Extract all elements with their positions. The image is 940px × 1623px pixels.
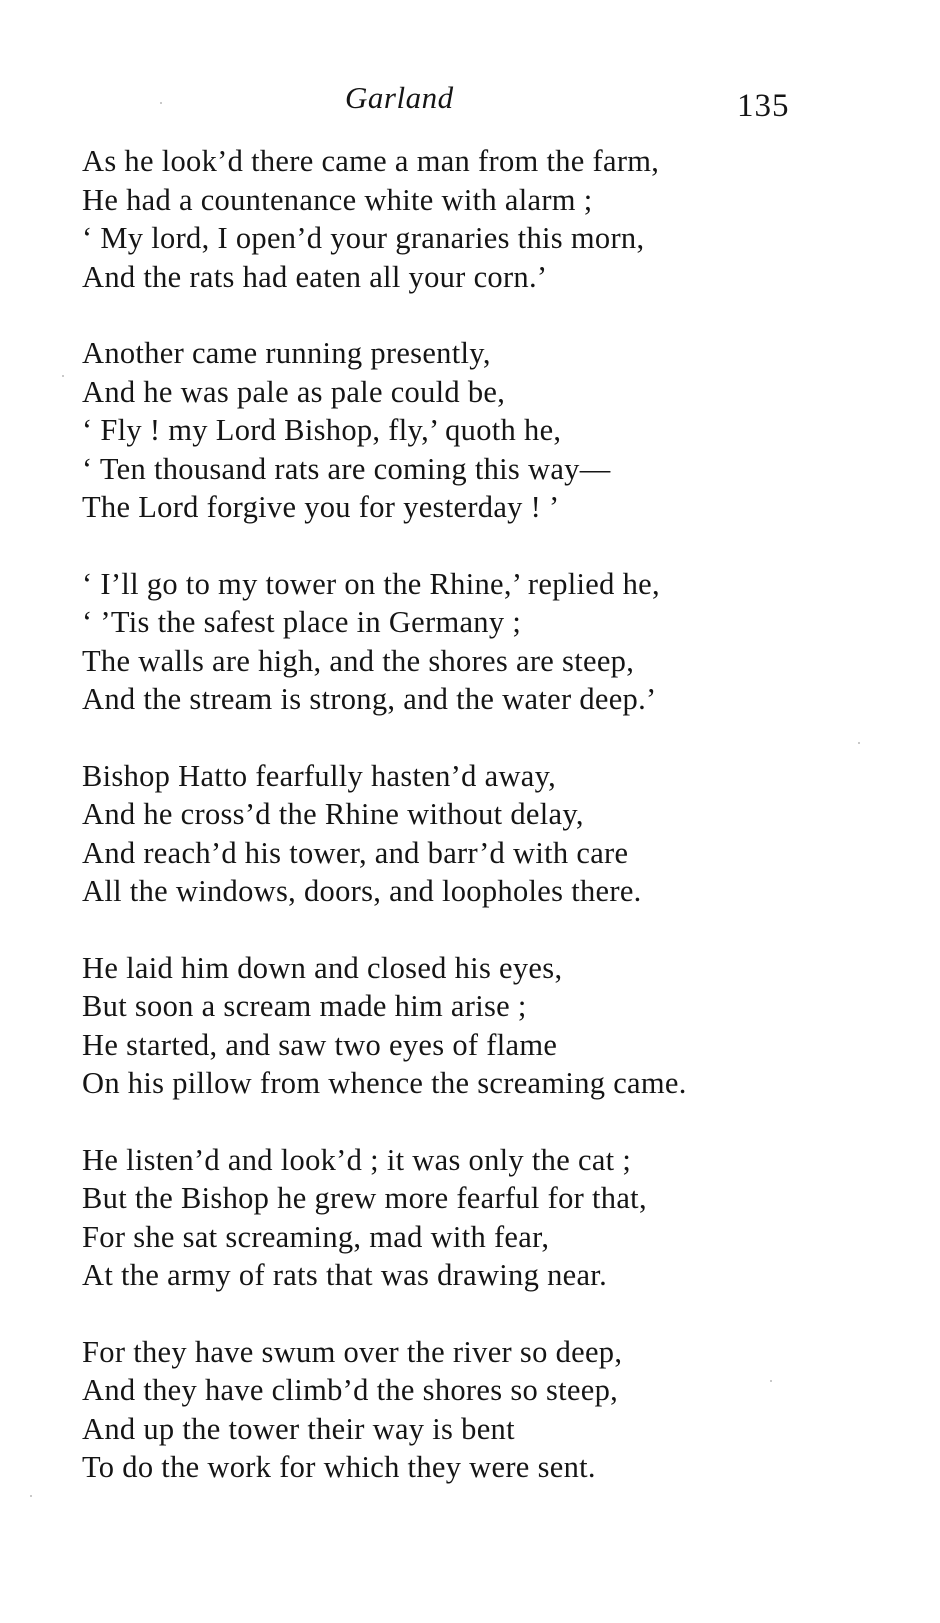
poem-line: At the army of rats that was drawing near. — [82, 1258, 608, 1292]
poem-line: The walls are high, and the shores are steep, — [82, 643, 635, 678]
poem-line: On his pillow from whence the screaming came. — [82, 1066, 687, 1100]
poem-line: To do the work for which they were sent. — [82, 1450, 596, 1484]
poem-line: The Lord forgive you for yesterday ! ’ — [82, 490, 560, 524]
poem-line: He started, and saw two eyes of flame — [82, 1027, 558, 1062]
poem-line: As he look’d there came a man from the farm, — [82, 144, 660, 178]
poem-line: And reach’d his tower, and barr’d with care — [82, 835, 629, 870]
page-number: 135 — [737, 88, 790, 124]
stanza-5 — [82, 949, 882, 1103]
stanza-3 — [82, 565, 882, 719]
paper-speck — [858, 742, 860, 744]
poem-line: For she sat screaming, mad with fear, — [82, 1219, 550, 1254]
poem-line: He laid him down and closed his eyes, — [82, 950, 563, 985]
poem-line: For they have swum over the river so deep, — [82, 1334, 623, 1369]
poem-line: ‘ Ten thousand rats are coming this way— — [82, 451, 611, 486]
stanza-6 — [82, 1141, 882, 1295]
stanza-4 — [82, 757, 882, 911]
paper-speck — [62, 375, 64, 377]
poem-line: ‘ Fly ! my Lord Bishop, fly,’ quoth he, — [82, 413, 562, 447]
stanza-1 — [82, 142, 882, 296]
poem-line: And the rats had eaten all your corn.’ — [82, 259, 548, 294]
paper-speck — [160, 102, 162, 104]
page-header — [0, 80, 940, 130]
poem-line: Bishop Hatto fearfully hasten’d away, — [82, 758, 557, 793]
poem-line: But the Bishop he grew more fearful for that, — [82, 1181, 647, 1215]
poem-line: ‘ I’ll go to my tower on the Rhine,’ replied he, — [82, 566, 660, 601]
poem-line: And he was pale as pale could be, — [82, 374, 506, 409]
poem-line: And they have climb’d the shores so steep, — [82, 1373, 619, 1407]
stanza-7 — [82, 1333, 882, 1487]
poem-line: And up the tower their way is bent — [82, 1411, 515, 1446]
paper-speck — [30, 1495, 32, 1497]
paper-speck — [770, 1380, 772, 1382]
poem-line: ‘ ’Tis the safest place in Germany ; — [82, 605, 522, 639]
poem-line: And the stream is strong, and the water deep.’ — [82, 682, 657, 716]
poem-line: He listen’d and look’d ; it was only the cat ; — [82, 1142, 632, 1177]
poem-line: And he cross’d the Rhine without delay, — [82, 797, 584, 831]
poem-line: ‘ My lord, I open’d your granaries this morn, — [82, 221, 645, 255]
stanza-2 — [82, 334, 882, 527]
poem-line: Another came running presently, — [82, 336, 491, 370]
running-head: Garland — [345, 80, 454, 115]
poem-body — [82, 142, 882, 1487]
poem-line: But soon a scream made him arise ; — [82, 989, 527, 1023]
poem-line: All the windows, doors, and loopholes there. — [82, 874, 642, 908]
poem-line: He had a countenance white with alarm ; — [82, 182, 593, 217]
